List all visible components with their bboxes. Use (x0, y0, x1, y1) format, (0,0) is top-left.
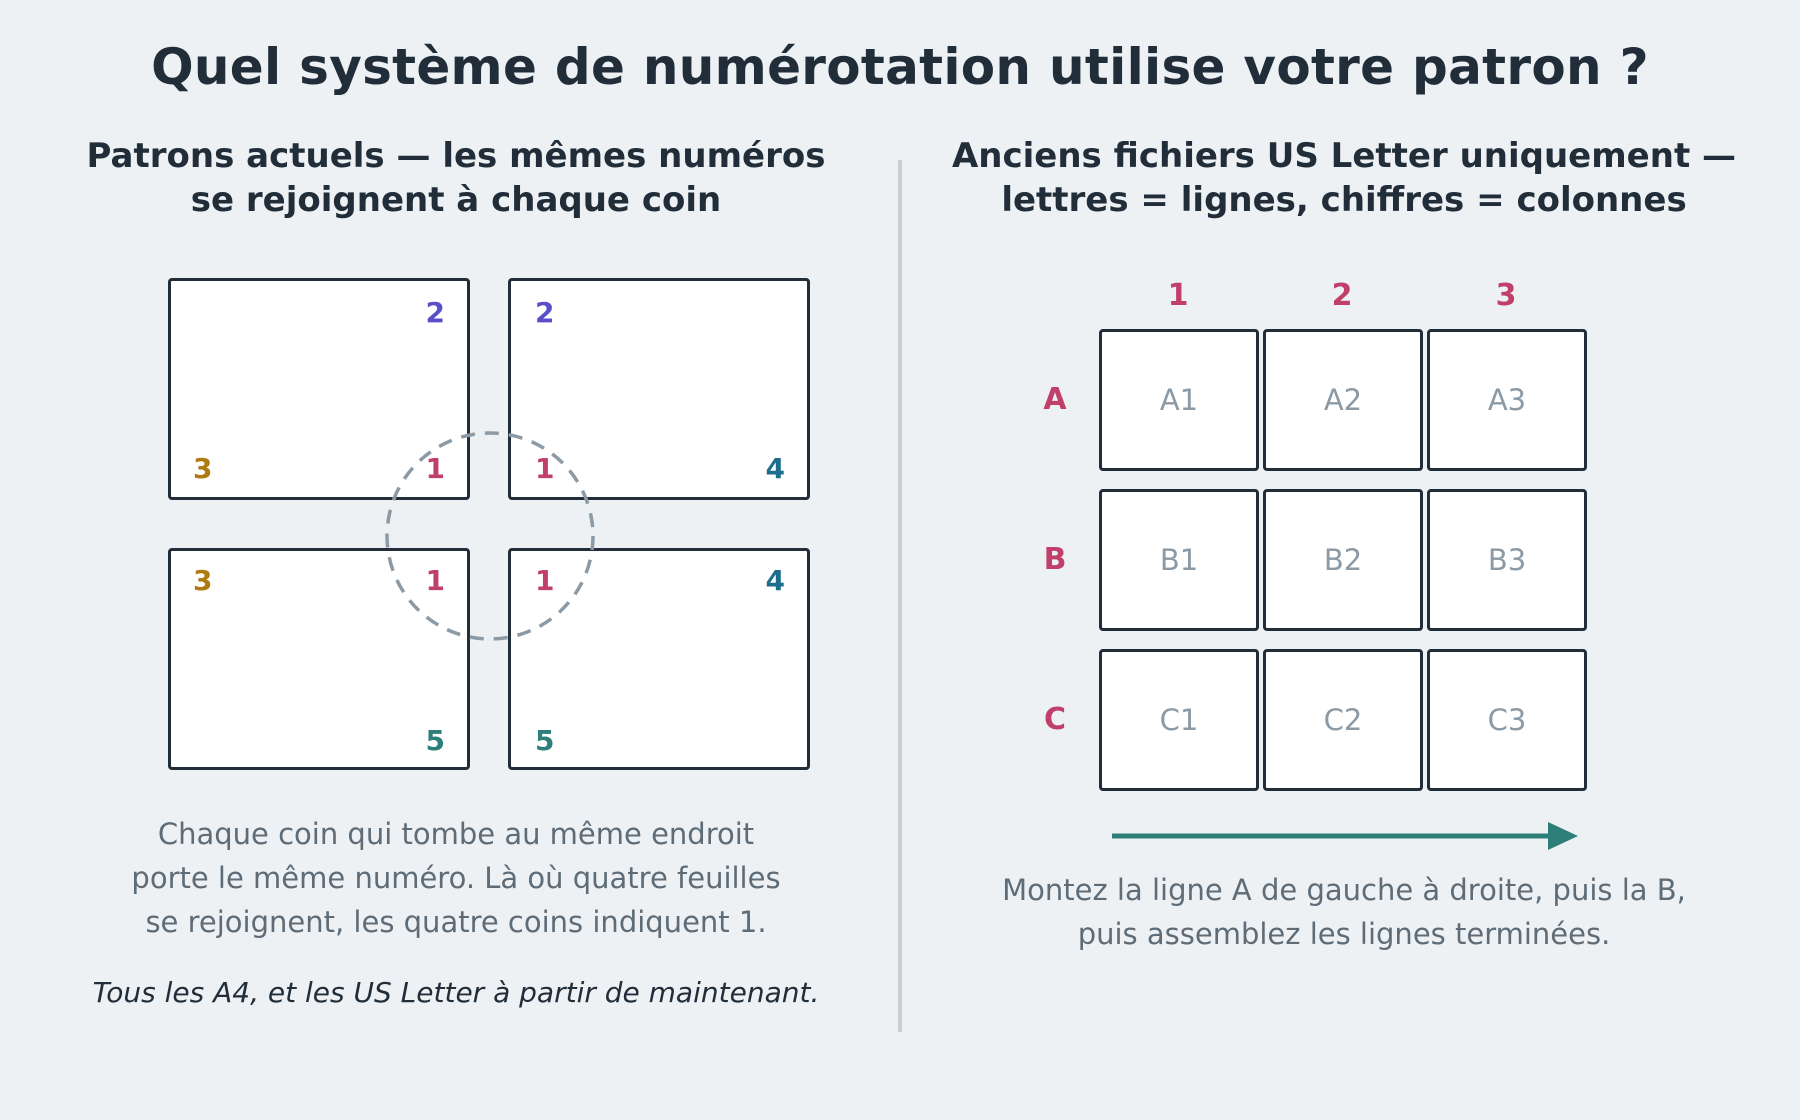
legacy-description-line1: Montez la ligne A de gauche à droite, puis la B, (1002, 873, 1686, 907)
column-label: 3 (1495, 278, 1517, 313)
grid-cell: C2 (1263, 649, 1423, 791)
legacy-description-line2: puis assemblez les lignes terminées. (1077, 917, 1611, 951)
modern-heading-line1: Patrons actuels — les mêmes numéros (86, 136, 826, 176)
legacy-description (944, 868, 1744, 956)
modern-heading-line2: se rejoignent à chaque coin (190, 180, 722, 220)
grid-cell: A3 (1427, 329, 1587, 471)
corner-number: 2 (425, 296, 445, 329)
grid-cell: B3 (1427, 489, 1587, 631)
corner-number: 2 (535, 296, 555, 329)
modern-description-line1: Chaque coin qui tombe au même endroit (157, 817, 755, 851)
arrow-right-icon (1548, 822, 1578, 850)
page-title: Quel système de numérotation utilise votre patron ? (151, 38, 1649, 96)
grid-cell: A2 (1263, 329, 1423, 471)
grid-cell: B2 (1263, 489, 1423, 631)
row-label: B (1043, 542, 1067, 577)
grid-cell: A1 (1099, 329, 1259, 471)
legacy-heading-line2: lettres = lignes, chiffres = colonnes (1001, 180, 1687, 220)
corner-number: 1 (535, 452, 555, 485)
grid-cell: B1 (1099, 489, 1259, 631)
sheet-bottom-left (168, 548, 470, 770)
corner-number: 4 (765, 452, 785, 485)
corner-number: 3 (193, 452, 213, 485)
sheet-bottom-right (508, 548, 810, 770)
row-label: A (1043, 382, 1067, 417)
column-label: 1 (1167, 278, 1189, 313)
sheet-top-right (508, 278, 810, 500)
modern-description-line3: se rejoignent, les quatre coins indiquent 1. (145, 905, 767, 939)
corner-number: 5 (535, 724, 555, 757)
modern-description (96, 812, 816, 944)
corner-number: 1 (425, 564, 445, 597)
column-label: 2 (1331, 278, 1353, 313)
corner-number: 3 (193, 564, 213, 597)
modern-heading (56, 134, 856, 222)
legacy-heading (944, 134, 1744, 222)
corner-number: 4 (765, 564, 785, 597)
row-label: C (1043, 702, 1067, 737)
grid-cell: C1 (1099, 649, 1259, 791)
modern-note: Tous les A4, et les US Letter à partir de maintenant. (92, 976, 820, 1009)
legacy-heading-line1: Anciens fichiers US Letter uniquement — (951, 136, 1737, 176)
sheet-top-left (168, 278, 470, 500)
corner-number: 5 (425, 724, 445, 757)
grid-cell: C3 (1427, 649, 1587, 791)
corner-number: 1 (425, 452, 445, 485)
corner-number: 1 (535, 564, 555, 597)
modern-description-line2: porte le même numéro. Là où quatre feuilles (131, 861, 781, 895)
column-divider (898, 160, 902, 1032)
